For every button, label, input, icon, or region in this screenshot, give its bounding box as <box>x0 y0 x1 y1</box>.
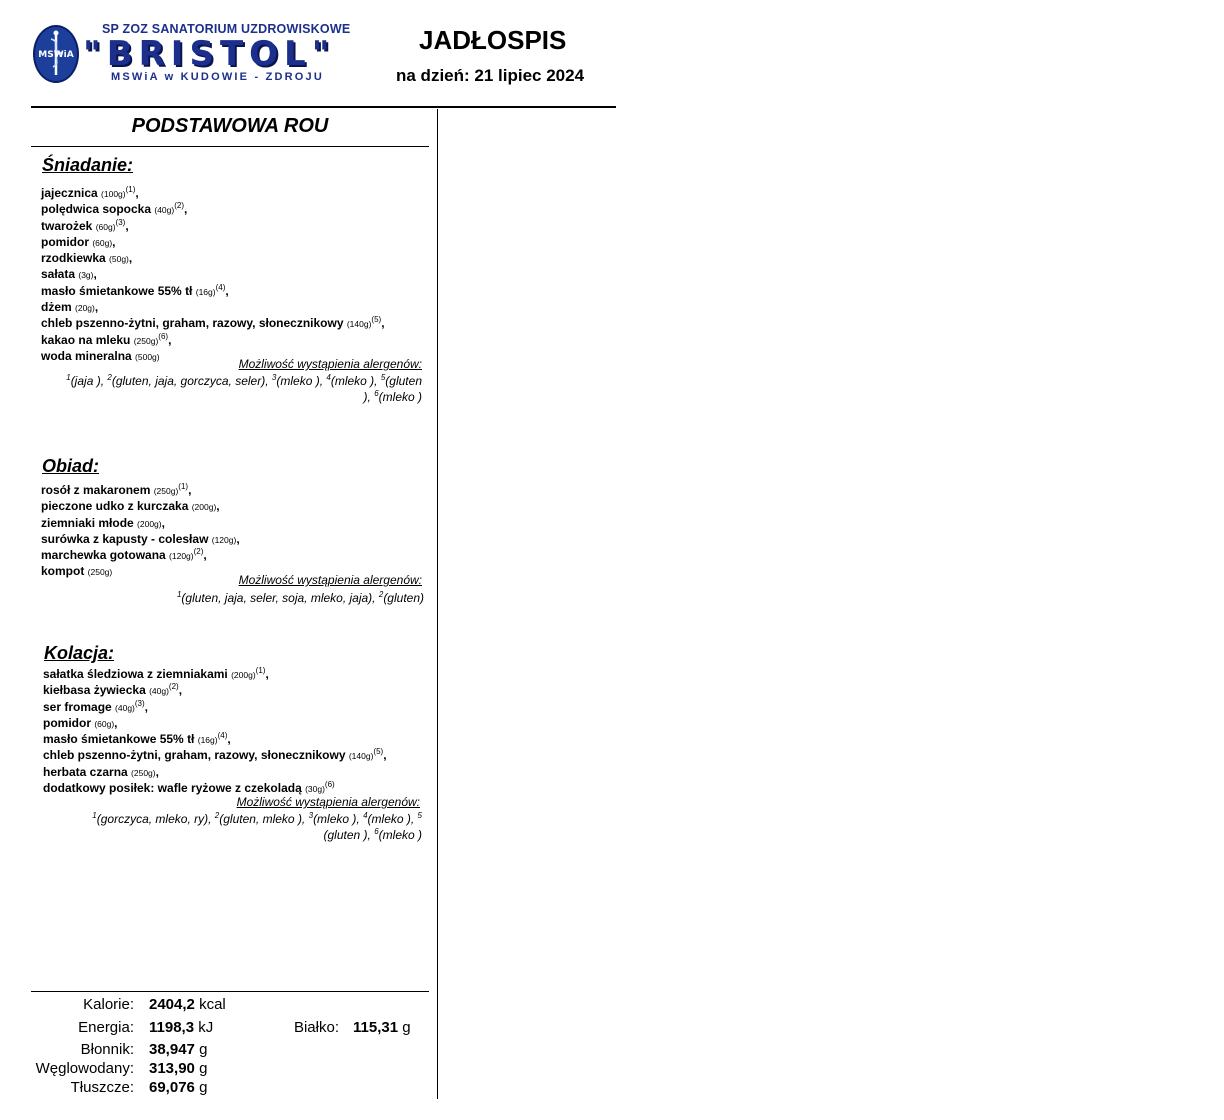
fat-label: Tłuszcze: <box>70 1079 134 1096</box>
menu-item: masło śmietankowe 55% tł $(16g)^{(4)}$, <box>43 731 231 747</box>
meal-title-dinner: Kolacja: <box>44 643 115 663</box>
diet-name: PODSTAWOWA ROU <box>131 115 329 137</box>
menu-item: pieczone udko z kurczaka (200g), <box>41 499 220 514</box>
menu-item: sałatka śledziowa z ziemniakami $(200g)^{(1)}$, <box>43 666 269 681</box>
menu-item: herbata czarna (250g), <box>43 764 159 779</box>
menu-item: ser fromage $(40g)^{(3)}$, <box>43 698 148 714</box>
menu-item: kiełbasa żywiecka $(40g)^{(2)}$, <box>43 682 183 698</box>
calories-label: Kalorie: <box>83 996 134 1013</box>
energy-value: 1198,3 kJ <box>149 1019 214 1036</box>
menu-item: sałata (3g), <box>41 267 97 282</box>
fiber-label: Błonnik: <box>80 1041 134 1058</box>
menu-item: rosół z makaronem $(250g)^{(1)}$, <box>41 482 192 497</box>
menu-item: jajecznica $(100g)^{(1)}$, <box>41 185 139 200</box>
menu-item: woda mineralna (500g) <box>41 348 160 363</box>
header-divider <box>31 106 616 108</box>
org-name: "BRISTOL" <box>83 34 336 74</box>
fiber-value: 38,947 g <box>149 1041 208 1058</box>
menu-item: chleb pszenno-żytni, graham, razowy, słonecznikowy $(140g)^{(5)}$, <box>43 747 387 763</box>
menu-item: masło śmietankowe 55% tł $(16g)^{(4)}$, <box>41 282 229 298</box>
menu-item: dżem (20g), <box>41 300 99 315</box>
nutrition-divider <box>31 991 429 992</box>
fat-value: 69,076 g <box>149 1079 208 1096</box>
meal-items-dinner <box>43 667 387 797</box>
org-type: SP ZOZ SANATORIUM UZDROWISKOWE <box>102 22 351 36</box>
menu-item: dodatkowy posiłek: wafle ryżowe z czekoladą $(30g)^{(6)}$ <box>43 780 335 796</box>
menu-date: na dzień: 21 lipiec 2024 <box>396 66 585 85</box>
carbs-value: 313,90 g <box>149 1060 208 1077</box>
allergen-line: ), $^6$(mleko ) <box>363 389 422 404</box>
menu-item: polędwica sopocka $(40g)^{(2)}$, <box>41 201 188 217</box>
org-location: MSWiA w KUDOWIE - ZDROJU <box>111 71 325 83</box>
column-divider <box>437 109 438 1099</box>
energy-label: Energia: <box>78 1019 134 1036</box>
allergen-header-dinner: Możliwość wystąpienia alergenów: <box>236 795 420 809</box>
protein-label: Białko: <box>293 1019 339 1036</box>
allergen-line: $^1$(jaja ), $^2$(gluten, jaja, gorczyca, seler), $^3$(mleko ), $^4$(mleko ), $^5$(gluten <box>66 373 422 388</box>
meal-items-breakfast <box>41 186 385 365</box>
allergen-line: (gluten ), $^6$(mleko ) <box>323 827 422 842</box>
carbs-label: Węglowodany: <box>35 1060 134 1077</box>
menu-item: surówka z kapusty - colesław (120g), <box>41 531 240 546</box>
allergen-line: $^1$(gluten, jaja, seler, soja, mleko, jaja), $^2$(gluten) <box>176 590 424 605</box>
menu-item: twarożek $(60g)^{(3)}$, <box>41 217 129 233</box>
page-title: JADŁOSPIS <box>419 25 567 55</box>
calories-value: 2404,2 kcal <box>149 996 226 1013</box>
meal-title-lunch: Obiad: <box>42 456 99 476</box>
allergen-list-dinner <box>92 811 422 843</box>
diet-divider <box>31 146 429 147</box>
sanatorium-logo <box>33 25 79 83</box>
meal-title-breakfast: Śniadanie: <box>42 155 134 175</box>
allergen-list-lunch <box>177 590 424 606</box>
allergen-line: $^1$(gorczyca, mleko, ry), $^2$(gluten, mleko ), $^3$(mleko ), $^4$(mleko ), $^5$ <box>92 811 422 826</box>
menu-item: chleb pszenno-żytni, graham, razowy, słonecznikowy $(140g)^{(5)}$, <box>41 315 385 331</box>
menu-item: pomidor (60g), <box>43 715 118 730</box>
menu-item: kakao na mleku $(250g)^{(6)}$, <box>41 331 172 347</box>
menu-item: marchewka gotowana $(120g)^{(2)}$, <box>41 547 207 563</box>
allergen-header-breakfast: Możliwość wystąpienia alergenów: <box>238 357 422 371</box>
menu-item: ziemniaki młode (200g), <box>41 515 165 530</box>
logo-text: MSWiA <box>38 50 74 60</box>
meal-items-lunch <box>41 483 240 581</box>
allergen-header-lunch: Możliwość wystąpienia alergenów: <box>238 573 422 587</box>
menu-item: pomidor (60g), <box>41 234 116 249</box>
protein-value: 115,31 g <box>353 1019 411 1036</box>
menu-item: kompot (250g) <box>41 564 113 579</box>
allergen-list-breakfast <box>66 373 422 405</box>
menu-item: rzodkiewka (50g), <box>41 251 133 266</box>
